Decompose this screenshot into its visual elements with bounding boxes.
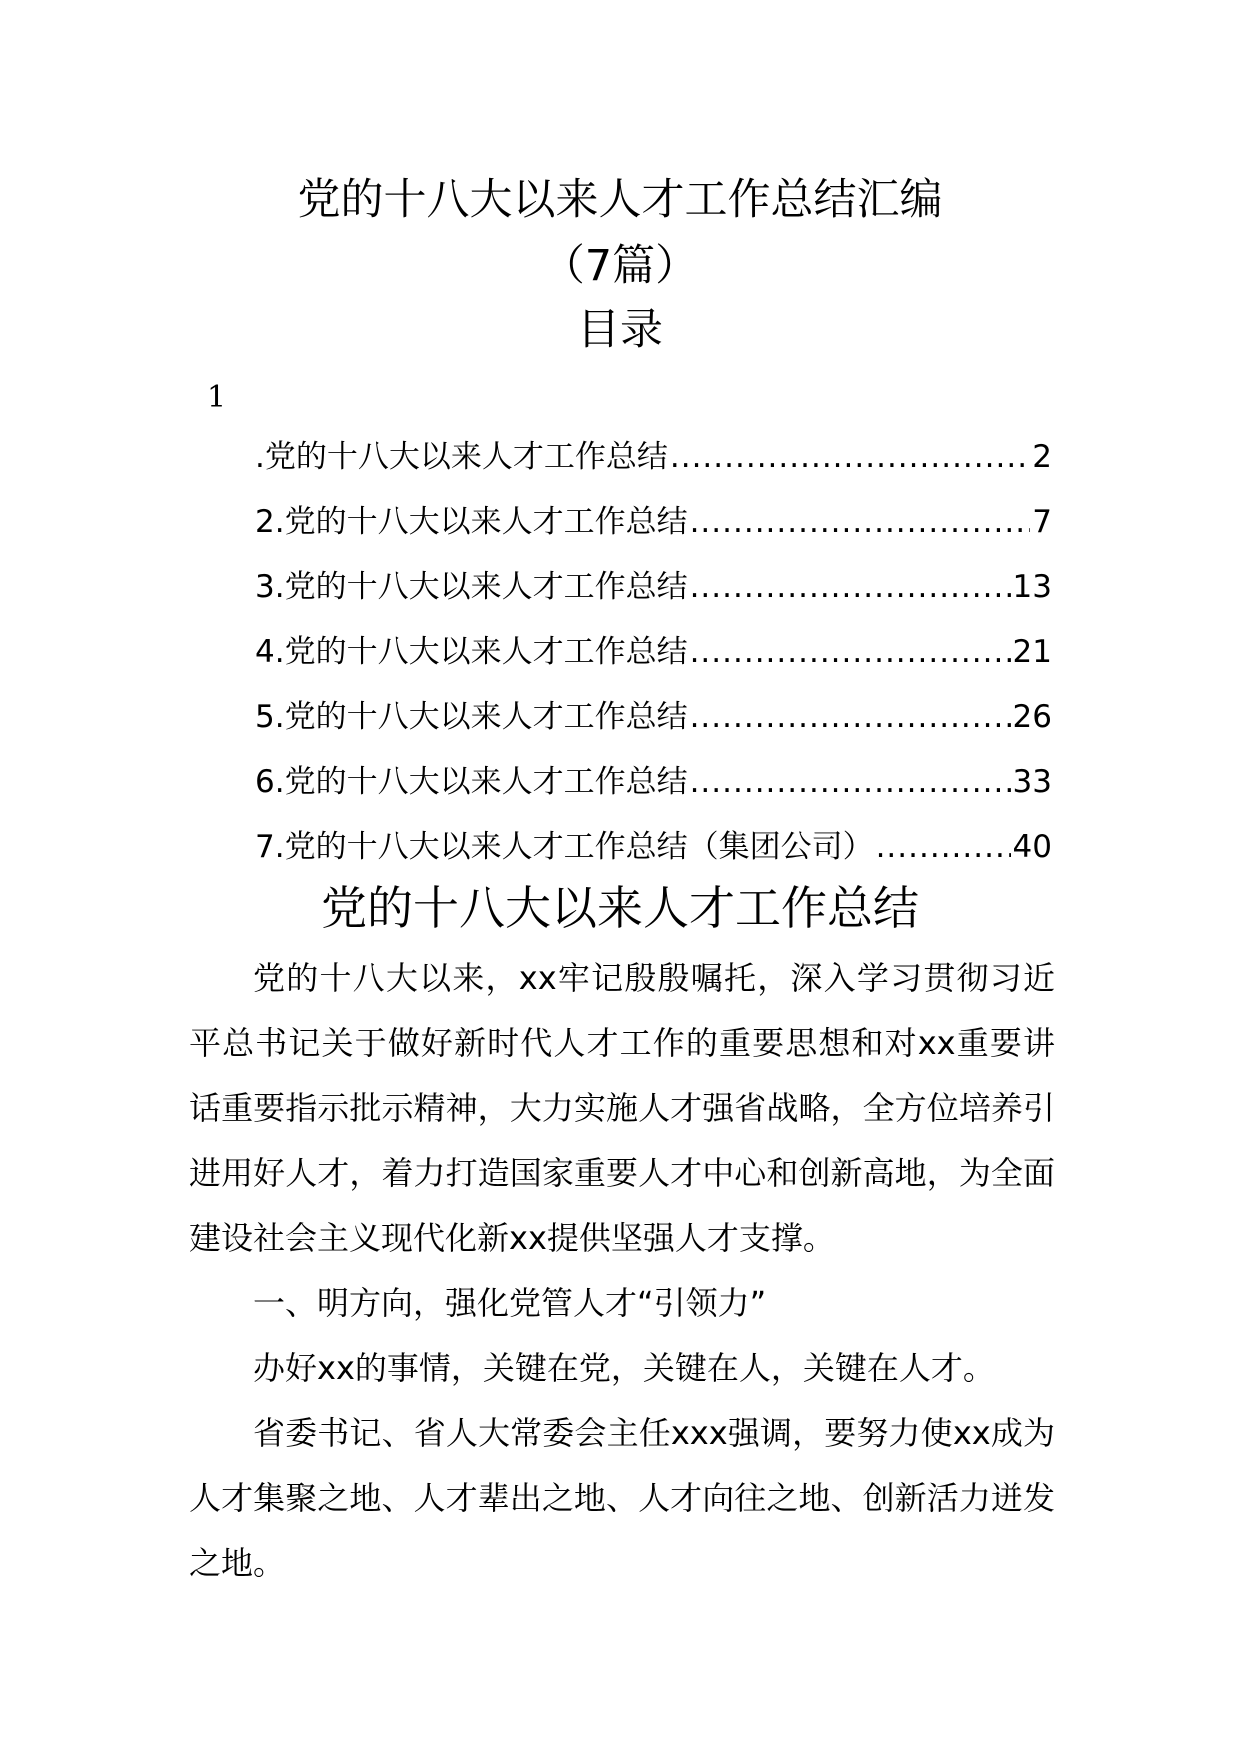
document-title: 党的十八大以来人才工作总结汇编: [297, 175, 943, 225]
toc-entry-1[interactable]: [255, 431, 1052, 496]
toc-entry-page: 2: [1032, 439, 1052, 475]
toc-dot-leader: [690, 756, 1011, 808]
toc-heading: 目录: [577, 305, 663, 355]
toc-entry-page: 7: [1032, 504, 1052, 540]
toc-entry-6[interactable]: [255, 756, 1052, 821]
toc-entry-page: 33: [1012, 764, 1052, 800]
toc-entry-label: 5.党的十八大以来人才工作总结: [255, 699, 688, 735]
toc-entry-page: 21: [1012, 634, 1052, 670]
toc-entry-label: 2.党的十八大以来人才工作总结: [255, 504, 688, 540]
section-heading: 一、明方向，强化党管人才“引领力”: [253, 1284, 767, 1322]
toc-dot-leader: [690, 691, 1011, 743]
toc-dot-leader: [690, 496, 1031, 548]
toc-entry-3[interactable]: [255, 561, 1052, 626]
toc-entry-2[interactable]: [255, 496, 1052, 561]
toc-entry-label: 3.党的十八大以来人才工作总结: [255, 569, 688, 605]
toc-entry-label: .党的十八大以来人才工作总结: [255, 439, 668, 475]
table-of-contents: [255, 431, 1052, 886]
toc-entry-page: 40: [1012, 829, 1052, 865]
toc-entry-page: 13: [1012, 569, 1052, 605]
toc-entry-page: 26: [1012, 699, 1052, 735]
toc-entry-label: 4.党的十八大以来人才工作总结: [255, 634, 688, 670]
body-paragraph: 省委书记、省人大常委会主任xxx强调，要努力使xx成为人才集聚之地、人才辈出之地、人才向往之地、创新活力迸发之地。: [189, 1414, 1055, 1582]
toc-entry-5[interactable]: [255, 691, 1052, 756]
document-subtitle: （7篇）: [541, 241, 699, 291]
toc-dot-leader: [690, 561, 1011, 613]
body-paragraph: 办好xx的事情，关键在党，关键在人，关键在人才。: [253, 1349, 995, 1387]
article-title: 党的十八大以来人才工作总结: [321, 881, 919, 935]
article-body: [189, 946, 1055, 1596]
body-paragraph: 党的十八大以来，xx牢记殷殷嘱托，深入学习贯彻习近平总书记关于做好新时代人才工作的重要思想和对xx重要讲话重要指示批示精神，大力实施人才强省战略，全方位培养引进用好人才，着力打造国家重要人才中心和创新高地，为全面建设社会主义现代化新xx提供坚强人才支撑。: [189, 959, 1055, 1257]
toc-entry-4[interactable]: [255, 626, 1052, 691]
toc-dot-leader: [876, 821, 1011, 873]
toc-dot-leader: [690, 626, 1011, 678]
toc-entry-label: 7.党的十八大以来人才工作总结（集团公司）: [255, 829, 874, 865]
toc-entry-label: 6.党的十八大以来人才工作总结: [255, 764, 688, 800]
toc-stray-number: 1: [207, 380, 227, 415]
toc-dot-leader: [670, 431, 1030, 483]
